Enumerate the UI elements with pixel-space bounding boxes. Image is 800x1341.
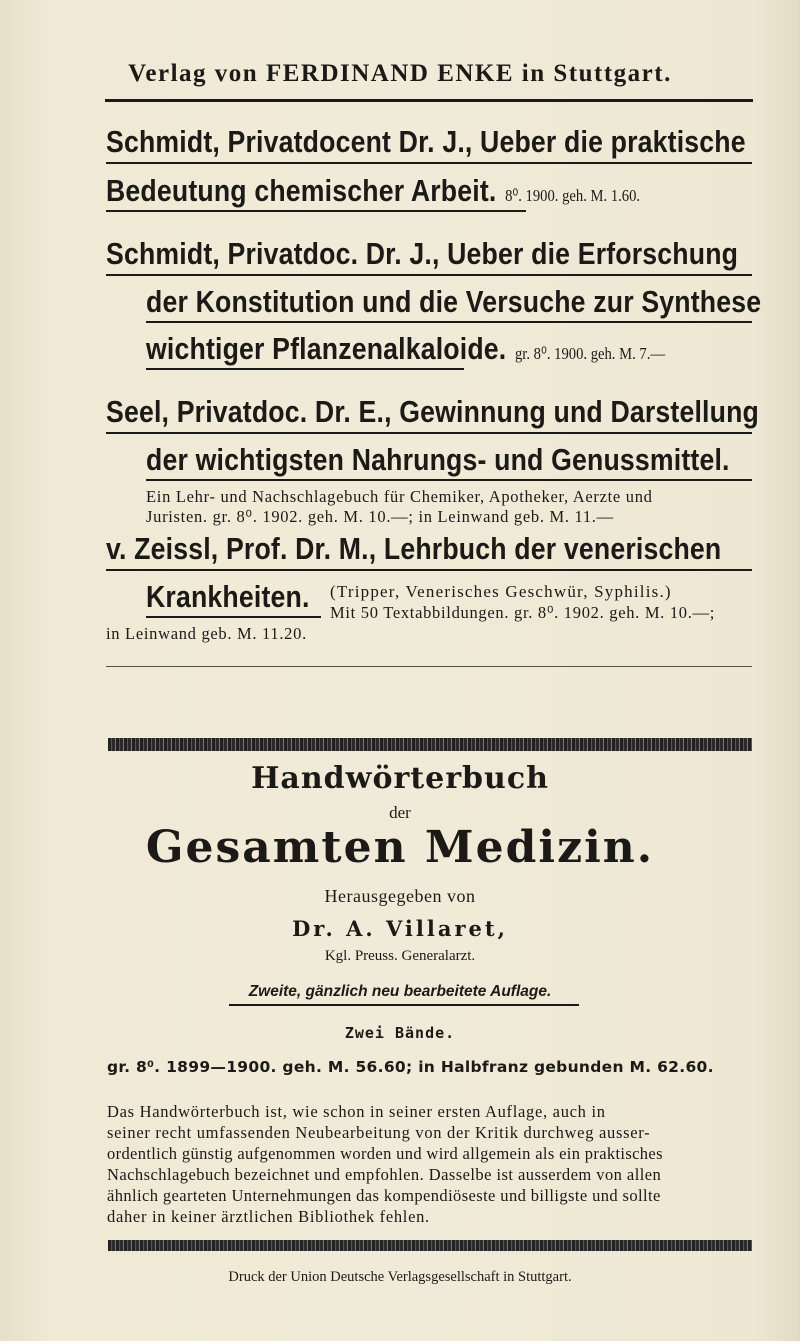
feature-desc-1: Das Handwörterbuch ist, wie schon in seiner ersten Auflage, auch in	[107, 1102, 606, 1121]
entry-2-underline-2	[146, 321, 752, 323]
entry-2-line-1: Schmidt, Privatdoc. Dr. J., Ueber die Erforschung	[106, 236, 739, 271]
entry-3-desc-1: Ein Lehr- und Nachschlagebuch für Chemiker, Apotheker, Aerzte und	[146, 487, 653, 506]
editor-name: Dr. A. Villaret,	[292, 916, 508, 941]
entry-3-line-2: der wichtigsten Nahrungs- und Genussmittel.	[146, 442, 730, 477]
feature-desc-6: daher in keiner ärztlichen Bibliothek fehlen.	[107, 1207, 430, 1226]
entry-4-line-2: Krankheiten.	[146, 579, 310, 614]
entry-1-underline-2	[106, 210, 526, 212]
feature-price: gr. 8⁰. 1899—1900. geh. M. 56.60; in Halbfranz gebunden M. 62.60.	[107, 1058, 714, 1076]
section-divider	[106, 666, 752, 667]
entry-2-underline-3	[146, 368, 464, 370]
entry-2-underline-1	[106, 274, 752, 276]
entry-1-line-2	[106, 173, 640, 209]
entry-4-underline-2	[146, 616, 321, 618]
edition-note: Zweite, gänzlich neu bearbeitete Auflage.	[248, 983, 552, 1000]
entry-3-underline-2	[146, 479, 752, 481]
ornamental-bar-top	[108, 738, 752, 751]
entry-1-line-2-main: Bedeutung chemischer Arbeit.	[106, 173, 497, 208]
header-rule	[105, 99, 753, 102]
entry-1-underline-1	[106, 162, 752, 164]
feature-desc-2: seiner recht umfassenden Neubearbeitung von der Kritik durchweg ausser-	[107, 1123, 651, 1142]
entry-4-desc-3: in Leinwand geb. M. 11.20.	[106, 624, 307, 643]
entry-2-price: gr. 8⁰. 1900. geh. M. 7.—	[514, 344, 666, 363]
feature-der: der	[389, 803, 411, 822]
printer-credit: Druck der Union Deutsche Verlagsgesellschaft in Stuttgart.	[228, 1269, 572, 1285]
entry-1-price: 8⁰. 1900. geh. M. 1.60.	[505, 186, 641, 205]
entry-2-line-2: der Konstitution und die Versuche zur Synthese	[146, 284, 762, 319]
entry-4-desc-2: Mit 50 Textabbildungen. gr. 8⁰. 1902. geh. M. 10.—;	[330, 603, 716, 622]
entry-4-line-1: v. Zeissl, Prof. Dr. M., Lehrbuch der venerischen	[106, 531, 722, 566]
entry-3-underline-1	[106, 432, 752, 434]
entry-1-line-1: Schmidt, Privatdocent Dr. J., Ueber die praktische	[106, 124, 746, 159]
feature-desc-5: ähnlich gearteten Unternehmungen das kompendiöseste und billigste und sollte	[107, 1186, 661, 1205]
entry-3-desc-2: Juristen. gr. 8⁰. 1902. geh. M. 10.—; in Leinwand geb. M. 11.—	[146, 507, 614, 526]
editor-intro: Herausgegeben von	[324, 886, 476, 906]
publisher-header: Verlag von FERDINAND ENKE in Stuttgart.	[128, 60, 672, 87]
feature-title: Handwörterbuch	[251, 761, 549, 796]
ornamental-bar-bottom	[108, 1240, 752, 1251]
feature-desc-3: ordentlich günstig aufgenommen worden und wird allgemein als ein praktisches	[107, 1144, 663, 1163]
entry-4-underline-1	[106, 569, 752, 571]
editor-role: Kgl. Preuss. Generalarzt.	[324, 948, 476, 964]
feature-desc-4: Nachschlagebuch bezeichnet und empfohlen. Dasselbe ist ausserdem von allen	[107, 1165, 662, 1184]
entry-2-line-3	[146, 331, 665, 367]
entry-2-line-3-main: wichtiger Pflanzenalkaloide.	[146, 331, 507, 366]
entry-3-line-1: Seel, Privatdoc. Dr. E., Gewinnung und Darstellung	[106, 394, 760, 429]
edition-underline	[229, 1004, 579, 1006]
entry-4-desc-1: (Tripper, Venerisches Geschwür, Syphilis.)	[330, 582, 672, 601]
volumes-note: Zwei Bände.	[344, 1024, 456, 1042]
feature-title-2: Gesamten Medizin.	[145, 822, 655, 873]
